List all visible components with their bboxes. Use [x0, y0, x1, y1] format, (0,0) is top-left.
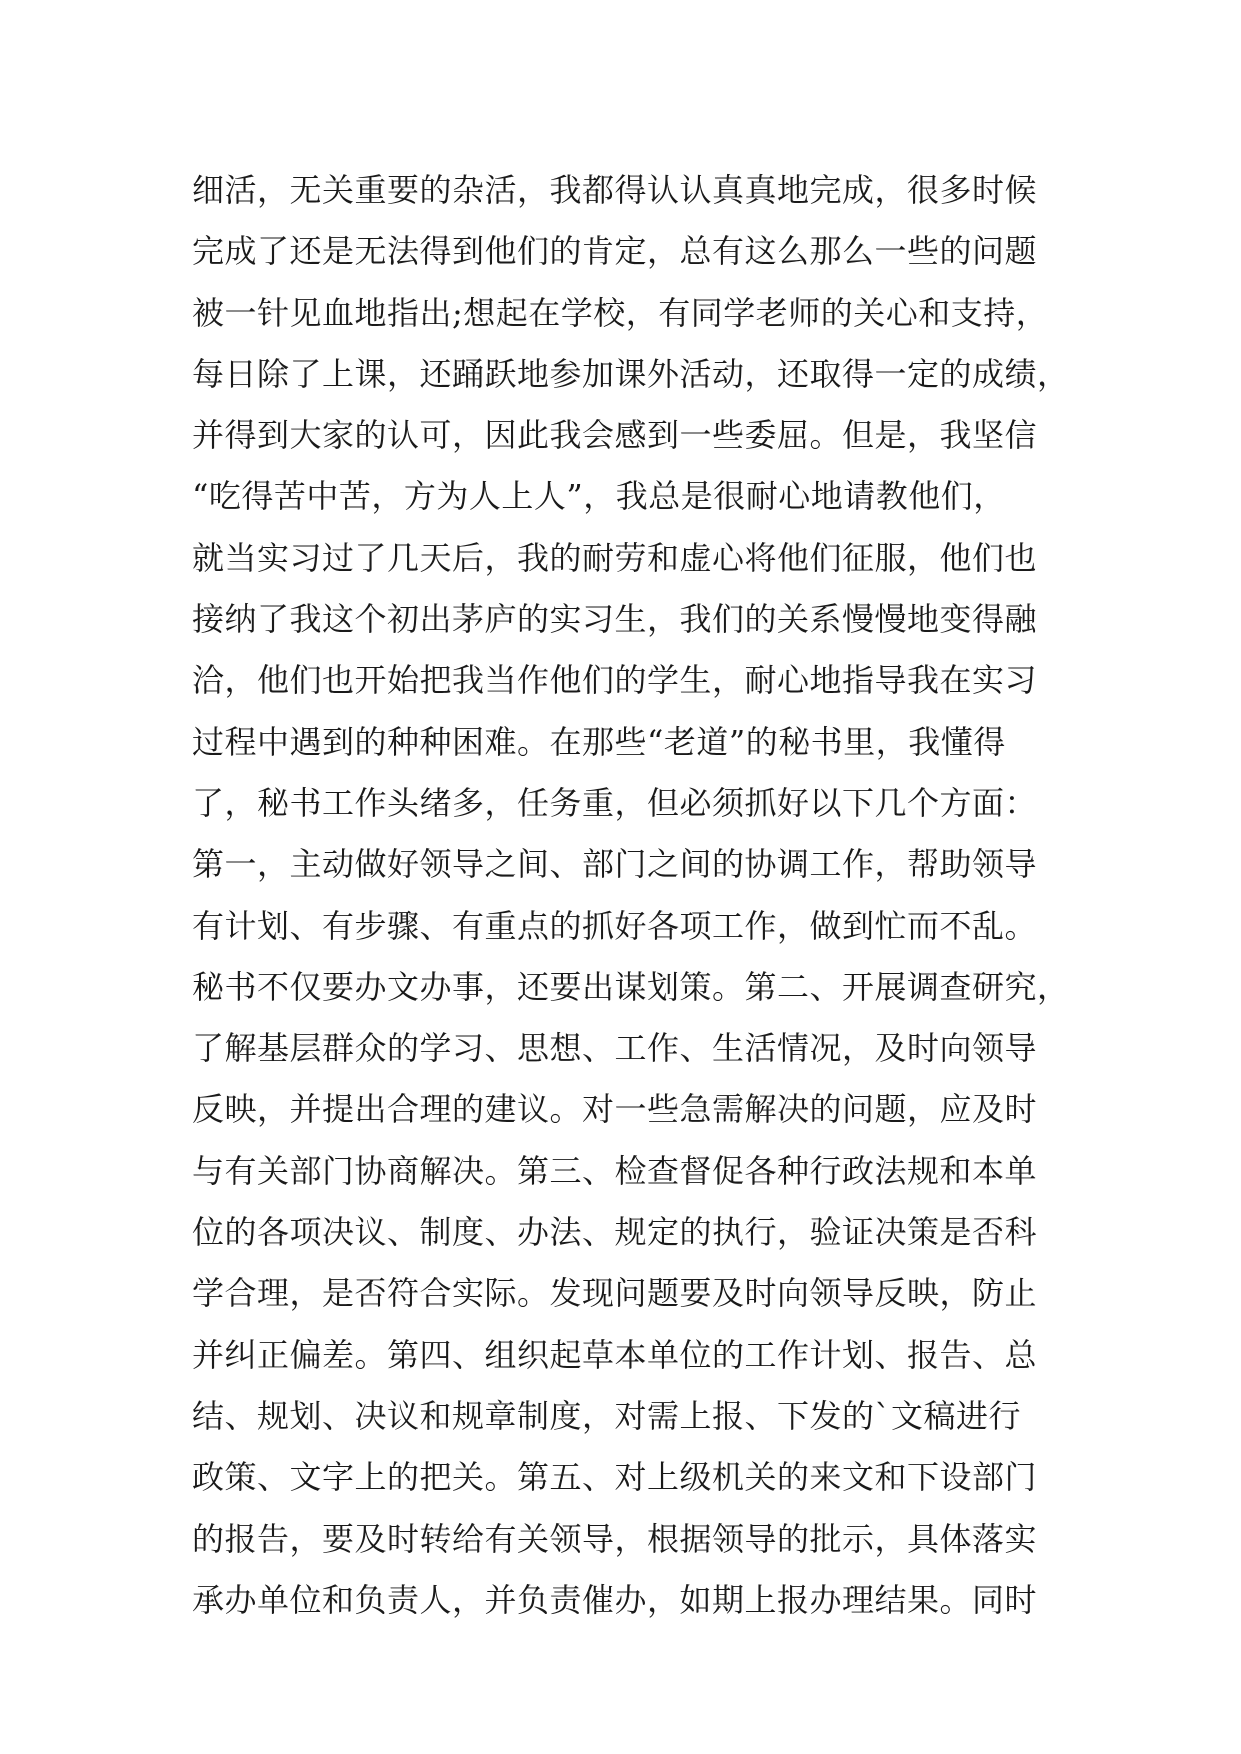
text-line: 细活，无关重要的杂活，我都得认认真真地完成，很多时候	[192, 171, 1038, 209]
text-line: 并纠正偏差。第四、组织起草本单位的工作计划、报告、总	[192, 1335, 1038, 1374]
text-line: 接纳了我这个初出茅庐的实习生，我们的关系慢慢地变得融	[192, 600, 1038, 639]
text-line: 学合理，是否符合实际。发现问题要及时向领导反映，防止	[192, 1274, 1038, 1313]
text-line: 每日除了上课，还踊跃地参加课外活动，还取得一定的成绩，	[192, 354, 1070, 393]
text-line: 政策、文字上的把关。第五、对上级机关的来文和下设部门	[192, 1458, 1038, 1497]
text-line: 过程中遇到的种种困难。在那些“老道”的秘书里，我懂得	[192, 722, 1006, 761]
text-line: 反映，并提出合理的建议。对一些急需解决的问题，应及时	[192, 1090, 1038, 1129]
text-line: 并得到大家的认可，因此我会感到一些委屈。但是，我坚信	[192, 416, 1038, 455]
text-line: 了解基层群众的学习、思想、工作、生活情况，及时向领导	[192, 1029, 1038, 1068]
text-line: 被一针见血地指出;想起在学校，有同学老师的关心和支持，	[192, 293, 1049, 332]
text-line: 结、规划、决议和规章制度，对需上报、下发的`文稿进行	[192, 1396, 1022, 1435]
text-line: 洽，他们也开始把我当作他们的学生，耐心地指导我在实习	[192, 661, 1038, 700]
text-line: “吃得苦中苦，方为人上人”，我总是很耐心地请教他们，	[192, 477, 1006, 516]
text-line: 承办单位和负责人，并负责催办，如期上报办理结果。同时	[192, 1580, 1038, 1619]
text-line: 第一，主动做好领导之间、部门之间的协调工作，帮助领导	[192, 845, 1038, 884]
text-line: 的报告，要及时转给有关领导，根据领导的批示，具体落实	[192, 1519, 1038, 1558]
text-line: 位的各项决议、制度、办法、规定的执行，验证决策是否科	[192, 1213, 1038, 1252]
text-line: 与有关部门协商解决。第三、检查督促各种行政法规和本单	[192, 1151, 1038, 1190]
body-text	[192, 160, 1072, 1631]
text-line: 完成了还是无法得到他们的肯定，总有这么那么一些的问题	[192, 232, 1038, 271]
text-line: 秘书不仅要办文办事，还要出谋划策。第二、开展调查研究，	[192, 967, 1070, 1006]
text-line: 就当实习过了几天后，我的耐劳和虚心将他们征服，他们也	[192, 538, 1038, 577]
text-line: 了，秘书工作头绪多，任务重，但必须抓好以下几个方面：	[192, 783, 1038, 822]
text-line: 有计划、有步骤、有重点的抓好各项工作，做到忙而不乱。	[192, 906, 1038, 945]
